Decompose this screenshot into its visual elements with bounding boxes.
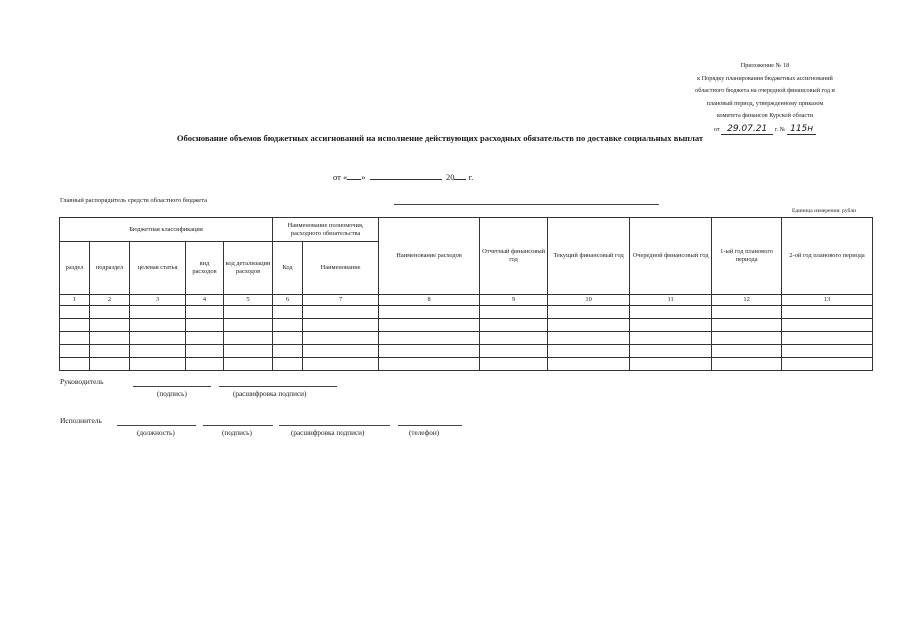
table-cell[interactable] [130, 345, 186, 358]
executor-caption-decode: (расшифровка подписи) [291, 429, 365, 437]
executor-decode-line[interactable] [279, 424, 390, 426]
table-cell[interactable] [782, 319, 873, 332]
table-cell[interactable] [60, 332, 90, 345]
col-num: 11 [630, 295, 712, 306]
table-cell[interactable] [224, 358, 273, 371]
table-cell[interactable] [782, 306, 873, 319]
col-num: 12 [712, 295, 782, 306]
executor-caption-position: (должность) [137, 429, 175, 437]
date-from: от « [333, 172, 348, 182]
table-row [60, 345, 873, 358]
table-cell[interactable] [303, 332, 379, 345]
header-plan-year-1: 1-ый год планового периода [712, 218, 782, 295]
table-cell[interactable] [130, 358, 186, 371]
col-num: 9 [480, 295, 548, 306]
table-cell[interactable] [548, 332, 630, 345]
table-cell[interactable] [90, 358, 130, 371]
table-cell[interactable] [224, 332, 273, 345]
head-label: Руководитель [60, 377, 104, 386]
col-num: 1 [60, 295, 90, 306]
col-num: 4 [186, 295, 224, 306]
table-cell[interactable] [90, 332, 130, 345]
col-num: 13 [782, 295, 873, 306]
day-blank [347, 171, 361, 180]
table-body [60, 306, 873, 371]
table-cell[interactable] [273, 306, 303, 319]
header-expense-name: Наименование расходов [379, 218, 480, 295]
executor-position-line[interactable] [117, 424, 196, 426]
executor-sign-line[interactable] [203, 424, 273, 426]
table-cell[interactable] [186, 306, 224, 319]
appendix-line-1: Приложение № 18 [740, 62, 790, 69]
date-close: » [361, 172, 366, 182]
appendix-block [640, 60, 890, 136]
col-num: 5 [224, 295, 273, 306]
table-cell[interactable] [379, 319, 480, 332]
table-cell[interactable] [273, 358, 303, 371]
table-cell[interactable] [630, 306, 712, 319]
table-cell[interactable] [630, 358, 712, 371]
executor-caption-phone: (телефон) [409, 429, 440, 437]
year-suffix: г. [468, 172, 474, 182]
table-cell[interactable] [379, 358, 480, 371]
table-cell[interactable] [224, 345, 273, 358]
table-cell[interactable] [224, 306, 273, 319]
table-cell[interactable] [186, 358, 224, 371]
table-row [60, 332, 873, 345]
table-cell[interactable] [712, 332, 782, 345]
table-cell[interactable] [480, 358, 548, 371]
table-cell[interactable] [480, 345, 548, 358]
table-cell[interactable] [186, 345, 224, 358]
appendix-number-value: 115н [787, 124, 816, 135]
table-cell[interactable] [90, 345, 130, 358]
table-cell[interactable] [130, 306, 186, 319]
head-sign-line[interactable] [133, 385, 211, 387]
table-cell[interactable] [186, 319, 224, 332]
unit-label: Единица измерения: рубли [792, 208, 856, 214]
table-row [60, 306, 873, 319]
header-code: Код [273, 242, 303, 295]
table-cell[interactable] [224, 319, 273, 332]
table-cell[interactable] [379, 332, 480, 345]
table-cell[interactable] [782, 345, 873, 358]
appendix-number-prefix: г. № [774, 125, 786, 133]
table-cell[interactable] [273, 332, 303, 345]
year-blank [454, 171, 466, 180]
header-authority: Наименование полномочия, расходного обязательства [273, 218, 379, 242]
header-razdel: раздел [60, 242, 90, 295]
table-cell[interactable] [90, 319, 130, 332]
table-cell[interactable] [303, 306, 379, 319]
table-cell[interactable] [712, 345, 782, 358]
table-cell[interactable] [630, 345, 712, 358]
document-title: Обоснование объемов бюджетных ассигнований на исполнение действующих расходных обязательств по доставке социальных выплат [176, 133, 704, 143]
table-cell[interactable] [548, 319, 630, 332]
executor-phone-line[interactable] [398, 424, 462, 426]
table-cell[interactable] [782, 358, 873, 371]
table-cell[interactable] [480, 306, 548, 319]
date-line [333, 171, 473, 182]
budget-table [59, 217, 873, 371]
table-cell[interactable] [782, 332, 873, 345]
header-report-year: Отчетный финансовый год [480, 218, 548, 295]
table-cell[interactable] [186, 332, 224, 345]
header-target-article: целевая статья [130, 242, 186, 295]
main-manager-label: Главный распорядитель средств областного бюджета [60, 197, 208, 204]
table-cell[interactable] [273, 345, 303, 358]
main-manager-line [394, 203, 659, 205]
col-num: 8 [379, 295, 480, 306]
header-detail-code: код детализации расходов [224, 242, 273, 295]
table-cell[interactable] [60, 345, 90, 358]
col-num: 10 [548, 295, 630, 306]
head-decode-line[interactable] [219, 385, 337, 387]
col-num: 6 [273, 295, 303, 306]
header-expense-type: вид расходов [186, 242, 224, 295]
table-row [60, 319, 873, 332]
appendix-date-prefix: от [713, 125, 720, 133]
table-cell[interactable] [548, 358, 630, 371]
header-authority-name: Наименование [303, 242, 379, 295]
table-cell[interactable] [303, 319, 379, 332]
table-cell[interactable] [630, 332, 712, 345]
table-cell[interactable] [712, 319, 782, 332]
column-number-row [60, 295, 873, 306]
table-row [60, 358, 873, 371]
table-cell[interactable] [130, 319, 186, 332]
table-cell[interactable] [273, 319, 303, 332]
table-cell[interactable] [480, 332, 548, 345]
table-cell[interactable] [90, 306, 130, 319]
table-cell[interactable] [480, 319, 548, 332]
year-prefix: 20 [445, 172, 455, 182]
col-num: 2 [90, 295, 130, 306]
head-caption-sign: (подпись) [157, 390, 187, 398]
head-caption-decode: (расшифровка подписи) [233, 390, 307, 398]
executor-label: Исполнитель [60, 416, 102, 425]
appendix-line-3: областного бюджета на очередной финансовый год и [695, 87, 835, 94]
table-cell[interactable] [630, 319, 712, 332]
table-cell[interactable] [303, 345, 379, 358]
header-podrazdel: подраздел [90, 242, 130, 295]
executor-caption-sign: (подпись) [222, 429, 252, 437]
col-num: 7 [303, 295, 379, 306]
table-cell[interactable] [60, 319, 90, 332]
table-cell[interactable] [303, 358, 379, 371]
appendix-line-5: комитета финансов Курской области [716, 112, 814, 119]
table-cell[interactable] [379, 345, 480, 358]
table-cell[interactable] [379, 306, 480, 319]
header-plan-year-2: 2-ой год планового периода [782, 218, 873, 295]
table-cell[interactable] [712, 358, 782, 371]
month-blank [370, 171, 442, 180]
table-cell[interactable] [60, 358, 90, 371]
appendix-line-4: плановый период, утвержденному приказом [706, 99, 824, 107]
table-cell[interactable] [130, 332, 186, 345]
appendix-line-2: к Порядку планирования бюджетных ассигнований [697, 74, 833, 82]
header-next-year: Очередной финансовый год [630, 218, 712, 295]
table-cell[interactable] [60, 306, 90, 319]
col-num: 3 [130, 295, 186, 306]
header-budget-classification: Бюджетная классификация [60, 218, 273, 242]
table-cell[interactable] [548, 345, 630, 358]
table-cell[interactable] [712, 306, 782, 319]
table-cell[interactable] [548, 306, 630, 319]
header-current-year: Текущий финансовый год [548, 218, 630, 295]
appendix-date-value: 29.07.21 [721, 124, 773, 135]
